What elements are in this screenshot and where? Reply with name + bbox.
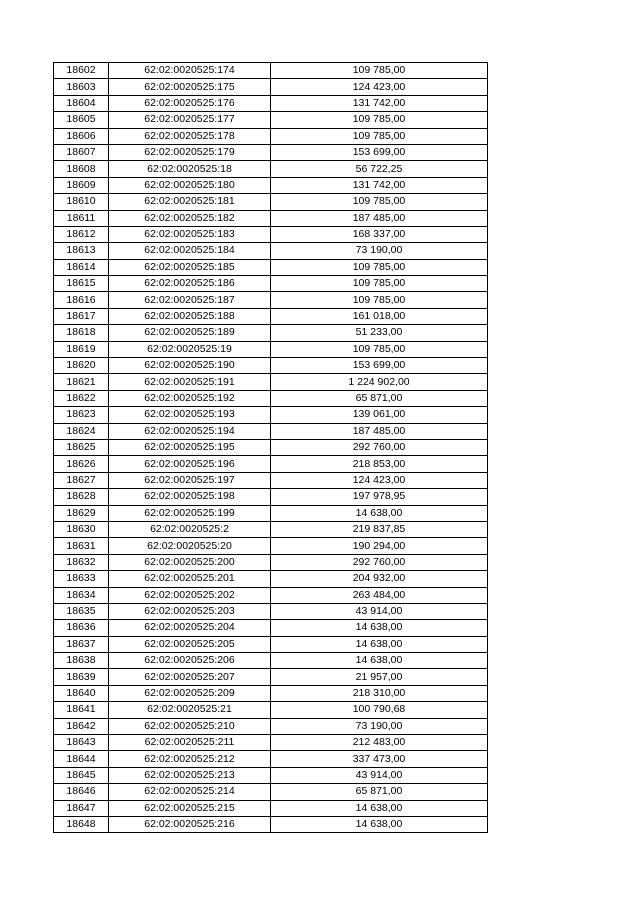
row-number-cell: 18616 bbox=[54, 292, 109, 308]
cadastral-value-cell: 56 722,25 bbox=[271, 161, 488, 177]
row-number-cell: 18620 bbox=[54, 358, 109, 374]
row-number-cell: 18628 bbox=[54, 489, 109, 505]
cadastral-number-cell: 62:02:0020525:216 bbox=[109, 816, 271, 832]
cadastral-number-cell: 62:02:0020525:200 bbox=[109, 554, 271, 570]
row-number-cell: 18604 bbox=[54, 95, 109, 111]
row-number-cell: 18615 bbox=[54, 276, 109, 292]
row-number-cell: 18614 bbox=[54, 259, 109, 275]
row-number-cell: 18629 bbox=[54, 505, 109, 521]
row-number-cell: 18621 bbox=[54, 374, 109, 390]
cadastral-value-cell: 109 785,00 bbox=[271, 341, 488, 357]
cadastral-number-cell: 62:02:0020525:199 bbox=[109, 505, 271, 521]
cadastral-number-cell: 62:02:0020525:19 bbox=[109, 341, 271, 357]
cadastral-number-cell: 62:02:0020525:185 bbox=[109, 259, 271, 275]
table-row bbox=[54, 587, 488, 603]
table-row bbox=[54, 439, 488, 455]
cadastral-value-cell: 51 233,00 bbox=[271, 325, 488, 341]
cadastral-number-cell: 62:02:0020525:213 bbox=[109, 767, 271, 783]
cadastral-value-cell: 14 638,00 bbox=[271, 800, 488, 816]
row-number-cell: 18647 bbox=[54, 800, 109, 816]
row-number-cell: 18641 bbox=[54, 702, 109, 718]
cadastral-value-cell: 14 638,00 bbox=[271, 505, 488, 521]
row-number-cell: 18613 bbox=[54, 243, 109, 259]
table-row bbox=[54, 800, 488, 816]
cadastral-number-cell: 62:02:0020525:214 bbox=[109, 784, 271, 800]
cadastral-number-cell: 62:02:0020525:186 bbox=[109, 276, 271, 292]
table-row bbox=[54, 144, 488, 160]
cadastral-value-cell: 109 785,00 bbox=[271, 128, 488, 144]
cadastral-number-cell: 62:02:0020525:189 bbox=[109, 325, 271, 341]
table-row bbox=[54, 784, 488, 800]
table-row bbox=[54, 521, 488, 537]
row-number-cell: 18607 bbox=[54, 144, 109, 160]
cadastral-number-cell: 62:02:0020525:202 bbox=[109, 587, 271, 603]
cadastral-number-cell: 62:02:0020525:187 bbox=[109, 292, 271, 308]
cadastral-number-cell: 62:02:0020525:181 bbox=[109, 194, 271, 210]
cadastral-value-cell: 190 294,00 bbox=[271, 538, 488, 554]
cadastral-number-cell: 62:02:0020525:212 bbox=[109, 751, 271, 767]
table-row bbox=[54, 243, 488, 259]
row-number-cell: 18622 bbox=[54, 390, 109, 406]
row-number-cell: 18618 bbox=[54, 325, 109, 341]
cadastral-value-cell: 109 785,00 bbox=[271, 292, 488, 308]
row-number-cell: 18603 bbox=[54, 79, 109, 95]
table-row bbox=[54, 735, 488, 751]
cadastral-value-cell: 65 871,00 bbox=[271, 784, 488, 800]
table-row bbox=[54, 177, 488, 193]
cadastral-number-cell: 62:02:0020525:203 bbox=[109, 603, 271, 619]
table-row bbox=[54, 751, 488, 767]
cadastral-value-cell: 43 914,00 bbox=[271, 603, 488, 619]
cadastral-number-cell: 62:02:0020525:176 bbox=[109, 95, 271, 111]
cadastral-value-cell: 161 018,00 bbox=[271, 308, 488, 324]
cadastral-value-cell: 14 638,00 bbox=[271, 620, 488, 636]
row-number-cell: 18633 bbox=[54, 571, 109, 587]
cadastral-value-cell: 187 485,00 bbox=[271, 210, 488, 226]
row-number-cell: 18626 bbox=[54, 456, 109, 472]
table-row bbox=[54, 112, 488, 128]
cadastral-value-cell: 131 742,00 bbox=[271, 95, 488, 111]
cadastral-value-cell: 109 785,00 bbox=[271, 112, 488, 128]
cadastral-value-cell: 168 337,00 bbox=[271, 226, 488, 242]
cadastral-number-cell: 62:02:0020525:192 bbox=[109, 390, 271, 406]
cadastral-number-cell: 62:02:0020525:183 bbox=[109, 226, 271, 242]
table-row bbox=[54, 767, 488, 783]
cadastral-value-cell: 131 742,00 bbox=[271, 177, 488, 193]
cadastral-value-cell: 109 785,00 bbox=[271, 63, 488, 79]
cadastral-value-cell: 337 473,00 bbox=[271, 751, 488, 767]
cadastral-value-table bbox=[53, 62, 488, 833]
cadastral-number-cell: 62:02:0020525:207 bbox=[109, 669, 271, 685]
row-number-cell: 18640 bbox=[54, 685, 109, 701]
table-row bbox=[54, 636, 488, 652]
row-number-cell: 18634 bbox=[54, 587, 109, 603]
row-number-cell: 18646 bbox=[54, 784, 109, 800]
table-row bbox=[54, 685, 488, 701]
table-row bbox=[54, 571, 488, 587]
row-number-cell: 18602 bbox=[54, 63, 109, 79]
cadastral-value-cell: 263 484,00 bbox=[271, 587, 488, 603]
table-row bbox=[54, 669, 488, 685]
table-row bbox=[54, 276, 488, 292]
cadastral-value-cell: 73 190,00 bbox=[271, 718, 488, 734]
table-row bbox=[54, 63, 488, 79]
row-number-cell: 18632 bbox=[54, 554, 109, 570]
cadastral-value-cell: 204 932,00 bbox=[271, 571, 488, 587]
row-number-cell: 18639 bbox=[54, 669, 109, 685]
cadastral-number-cell: 62:02:0020525:201 bbox=[109, 571, 271, 587]
cadastral-value-cell: 21 957,00 bbox=[271, 669, 488, 685]
table-row bbox=[54, 718, 488, 734]
table-row bbox=[54, 341, 488, 357]
cadastral-value-cell: 14 638,00 bbox=[271, 653, 488, 669]
table-body bbox=[54, 63, 488, 833]
row-number-cell: 18611 bbox=[54, 210, 109, 226]
table-row bbox=[54, 423, 488, 439]
cadastral-value-cell: 109 785,00 bbox=[271, 259, 488, 275]
row-number-cell: 18642 bbox=[54, 718, 109, 734]
cadastral-value-cell: 100 790,68 bbox=[271, 702, 488, 718]
table-row bbox=[54, 472, 488, 488]
table-row bbox=[54, 816, 488, 832]
row-number-cell: 18605 bbox=[54, 112, 109, 128]
cadastral-value-cell: 218 310,00 bbox=[271, 685, 488, 701]
cadastral-value-cell: 292 760,00 bbox=[271, 554, 488, 570]
row-number-cell: 18637 bbox=[54, 636, 109, 652]
cadastral-value-cell: 153 699,00 bbox=[271, 358, 488, 374]
table-row bbox=[54, 374, 488, 390]
cadastral-value-cell: 212 483,00 bbox=[271, 735, 488, 751]
cadastral-value-cell: 73 190,00 bbox=[271, 243, 488, 259]
table-row bbox=[54, 95, 488, 111]
cadastral-value-cell: 65 871,00 bbox=[271, 390, 488, 406]
cadastral-value-cell: 14 638,00 bbox=[271, 816, 488, 832]
row-number-cell: 18609 bbox=[54, 177, 109, 193]
cadastral-number-cell: 62:02:0020525:195 bbox=[109, 439, 271, 455]
row-number-cell: 18612 bbox=[54, 226, 109, 242]
cadastral-number-cell: 62:02:0020525:197 bbox=[109, 472, 271, 488]
cadastral-number-cell: 62:02:0020525:175 bbox=[109, 79, 271, 95]
row-number-cell: 18648 bbox=[54, 816, 109, 832]
table-row bbox=[54, 292, 488, 308]
table-row bbox=[54, 538, 488, 554]
cadastral-number-cell: 62:02:0020525:190 bbox=[109, 358, 271, 374]
table-row bbox=[54, 226, 488, 242]
cadastral-number-cell: 62:02:0020525:209 bbox=[109, 685, 271, 701]
cadastral-number-cell: 62:02:0020525:198 bbox=[109, 489, 271, 505]
cadastral-number-cell: 62:02:0020525:210 bbox=[109, 718, 271, 734]
cadastral-number-cell: 62:02:0020525:188 bbox=[109, 308, 271, 324]
cadastral-value-cell: 187 485,00 bbox=[271, 423, 488, 439]
cadastral-number-cell: 62:02:0020525:21 bbox=[109, 702, 271, 718]
cadastral-value-cell: 124 423,00 bbox=[271, 472, 488, 488]
row-number-cell: 18608 bbox=[54, 161, 109, 177]
cadastral-value-cell: 218 853,00 bbox=[271, 456, 488, 472]
table-row bbox=[54, 128, 488, 144]
row-number-cell: 18630 bbox=[54, 521, 109, 537]
table-row bbox=[54, 259, 488, 275]
table-row bbox=[54, 210, 488, 226]
row-number-cell: 18606 bbox=[54, 128, 109, 144]
cadastral-number-cell: 62:02:0020525:178 bbox=[109, 128, 271, 144]
row-number-cell: 18610 bbox=[54, 194, 109, 210]
cadastral-number-cell: 62:02:0020525:18 bbox=[109, 161, 271, 177]
row-number-cell: 18619 bbox=[54, 341, 109, 357]
row-number-cell: 18627 bbox=[54, 472, 109, 488]
row-number-cell: 18623 bbox=[54, 407, 109, 423]
cadastral-value-cell: 292 760,00 bbox=[271, 439, 488, 455]
cadastral-value-cell: 43 914,00 bbox=[271, 767, 488, 783]
cadastral-number-cell: 62:02:0020525:204 bbox=[109, 620, 271, 636]
cadastral-value-cell: 124 423,00 bbox=[271, 79, 488, 95]
table-row bbox=[54, 456, 488, 472]
cadastral-value-cell: 1 224 902,00 bbox=[271, 374, 488, 390]
table-row bbox=[54, 505, 488, 521]
row-number-cell: 18645 bbox=[54, 767, 109, 783]
cadastral-value-cell: 109 785,00 bbox=[271, 276, 488, 292]
table-row bbox=[54, 653, 488, 669]
table-row bbox=[54, 161, 488, 177]
cadastral-value-cell: 109 785,00 bbox=[271, 194, 488, 210]
table-row bbox=[54, 489, 488, 505]
cadastral-value-cell: 153 699,00 bbox=[271, 144, 488, 160]
table-row bbox=[54, 390, 488, 406]
row-number-cell: 18631 bbox=[54, 538, 109, 554]
cadastral-number-cell: 62:02:0020525:205 bbox=[109, 636, 271, 652]
cadastral-number-cell: 62:02:0020525:191 bbox=[109, 374, 271, 390]
table-row bbox=[54, 554, 488, 570]
table-row bbox=[54, 603, 488, 619]
table-row bbox=[54, 79, 488, 95]
cadastral-value-cell: 139 061,00 bbox=[271, 407, 488, 423]
table-row bbox=[54, 308, 488, 324]
cadastral-number-cell: 62:02:0020525:174 bbox=[109, 63, 271, 79]
cadastral-number-cell: 62:02:0020525:2 bbox=[109, 521, 271, 537]
table-row bbox=[54, 620, 488, 636]
cadastral-number-cell: 62:02:0020525:177 bbox=[109, 112, 271, 128]
row-number-cell: 18643 bbox=[54, 735, 109, 751]
cadastral-number-cell: 62:02:0020525:196 bbox=[109, 456, 271, 472]
cadastral-number-cell: 62:02:0020525:20 bbox=[109, 538, 271, 554]
table-row bbox=[54, 325, 488, 341]
cadastral-number-cell: 62:02:0020525:184 bbox=[109, 243, 271, 259]
table-row bbox=[54, 358, 488, 374]
cadastral-value-cell: 219 837,85 bbox=[271, 521, 488, 537]
table-row bbox=[54, 407, 488, 423]
cadastral-value-cell: 14 638,00 bbox=[271, 636, 488, 652]
cadastral-number-cell: 62:02:0020525:194 bbox=[109, 423, 271, 439]
cadastral-number-cell: 62:02:0020525:206 bbox=[109, 653, 271, 669]
row-number-cell: 18638 bbox=[54, 653, 109, 669]
row-number-cell: 18635 bbox=[54, 603, 109, 619]
cadastral-number-cell: 62:02:0020525:182 bbox=[109, 210, 271, 226]
table-row bbox=[54, 194, 488, 210]
cadastral-number-cell: 62:02:0020525:211 bbox=[109, 735, 271, 751]
cadastral-number-cell: 62:02:0020525:193 bbox=[109, 407, 271, 423]
row-number-cell: 18617 bbox=[54, 308, 109, 324]
cadastral-value-cell: 197 978,95 bbox=[271, 489, 488, 505]
cadastral-number-cell: 62:02:0020525:180 bbox=[109, 177, 271, 193]
cadastral-number-cell: 62:02:0020525:215 bbox=[109, 800, 271, 816]
row-number-cell: 18625 bbox=[54, 439, 109, 455]
cadastral-number-cell: 62:02:0020525:179 bbox=[109, 144, 271, 160]
table-row bbox=[54, 702, 488, 718]
row-number-cell: 18624 bbox=[54, 423, 109, 439]
row-number-cell: 18644 bbox=[54, 751, 109, 767]
row-number-cell: 18636 bbox=[54, 620, 109, 636]
